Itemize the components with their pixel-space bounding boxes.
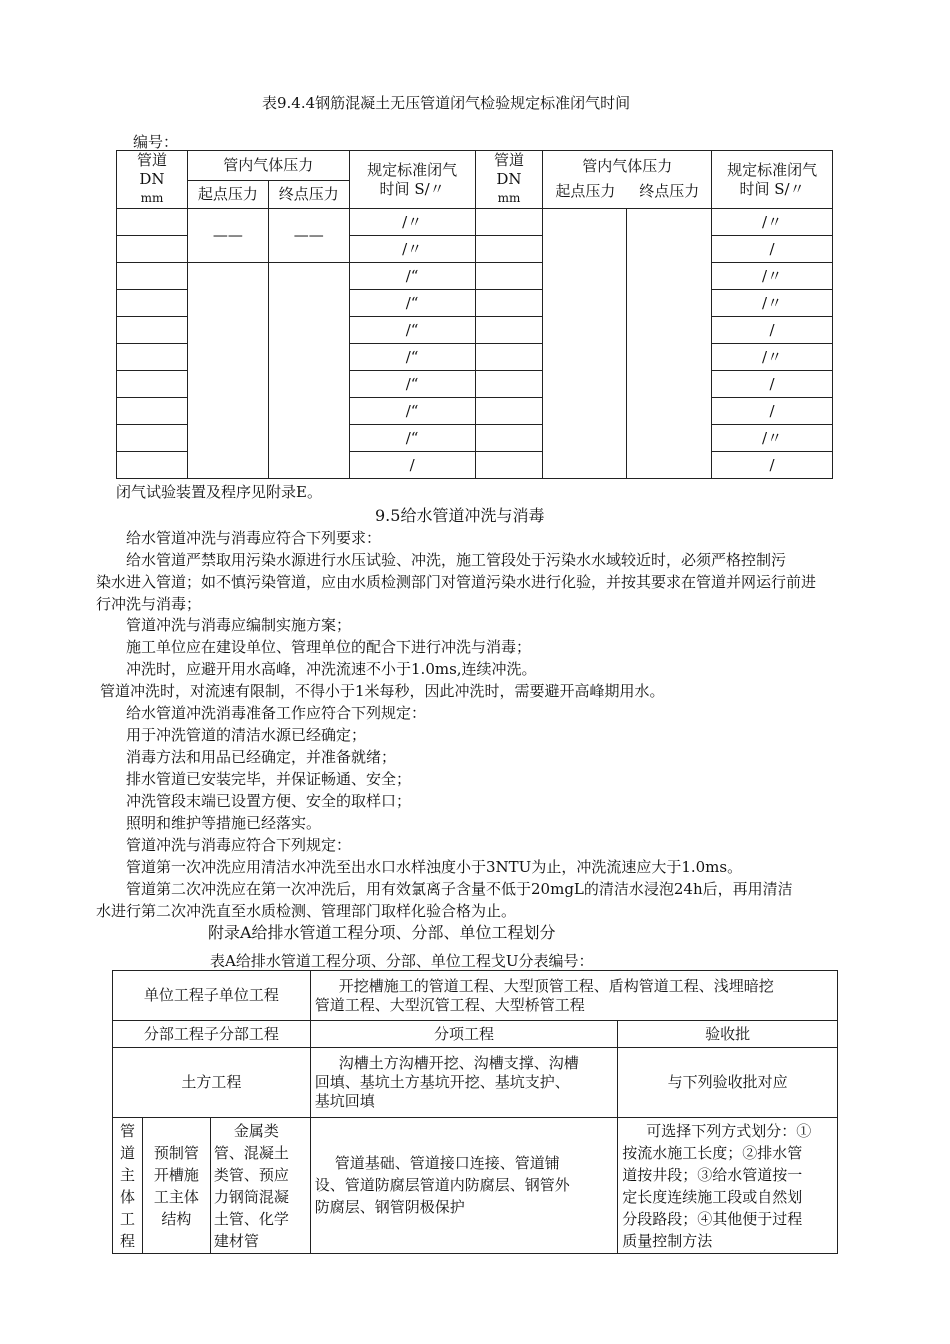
paragraph: 管道冲洗与消毒应符合下列规定： (126, 836, 352, 854)
division-table (112, 970, 838, 1254)
time-cell: / (712, 398, 833, 425)
earth-works-label: 土方工程 (113, 1048, 311, 1118)
time-cell: / (349, 452, 475, 479)
paragraph: 水进行第二次冲洗直至水质检测、管理部门取样化验合格为止。 (96, 902, 517, 920)
time-cell: /“ (349, 344, 475, 371)
main-batch: 可选择下列方式划分：① 按流水施工长度；②排水管 道按井段；③给水管道按一 定长度连续施工段或自然划 分段路段；④其他便于过程 质量控制方法 (618, 1118, 838, 1254)
time-cell: /“ (349, 263, 475, 290)
time-header-left: 规定标准闭气 时间 S/〃 (349, 151, 475, 209)
table-cell (475, 290, 543, 317)
paragraph: 消毒方法和用品已经确定，并准备就绪； (126, 748, 397, 766)
table-cell (117, 425, 188, 452)
time-cell: /“ (349, 425, 475, 452)
time-cell: /〃 (349, 209, 475, 236)
paragraph: 照明和维护等措施已经落实。 (126, 814, 322, 832)
serial-label: 编号： (133, 133, 179, 151)
table-cell (475, 344, 543, 371)
paragraph: 施工单位应在建设单位、管理单位的配合下进行冲洗与消毒； (126, 638, 532, 656)
main-items: 管道基础、管道接口连接、管道铺 设、管道防腐层管道内防腐层、钢管外 防腐层、钢管阴极保护 (310, 1118, 618, 1254)
table-cell (475, 398, 543, 425)
time-cell: /〃 (712, 290, 833, 317)
time-cell: /“ (349, 317, 475, 344)
material-label: 金属类 管、混凝土 类管、预应 力钢筒混凝 土管、化学 建材管 (210, 1118, 310, 1254)
paragraph: 管道冲洗与消毒应编制实施方案； (126, 616, 352, 634)
time-cell: / (712, 236, 833, 263)
time-cell: /〃 (712, 344, 833, 371)
time-cell: /〃 (712, 209, 833, 236)
table1-caption: 表9.4.4钢筋混凝土无压管道闭气检验规定标准闭气时间 (262, 94, 631, 112)
time-cell: / (712, 317, 833, 344)
earth-works-batch: 与下列验收批对应 (618, 1048, 838, 1118)
table-cell (627, 209, 712, 479)
pressure-header-right: 管内气体压力 起点压力 终点压力 (543, 151, 712, 209)
start-pressure-header-left: 起点压力 (187, 180, 268, 208)
start-pressure-header-right: 起点压力 (555, 182, 616, 200)
table-cell (117, 209, 188, 236)
time-cell: / (712, 371, 833, 398)
paragraph: 用于冲洗管道的清洁水源已经确定； (126, 726, 367, 744)
table2-caption: 表A给排水管道工程分项、分部、单位工程戈U分表编号： (210, 952, 594, 970)
unit-project-value: 开挖槽施工的管道工程、大型顶管工程、盾构管道工程、浅埋暗挖 管道工程、大型沉管工程、大型桥管工程 (310, 971, 837, 1021)
table-cell (117, 236, 188, 263)
table-cell (475, 371, 543, 398)
time-cell: /〃 (712, 263, 833, 290)
table-cell (117, 344, 188, 371)
table-cell (117, 317, 188, 344)
paragraph: 给水管道严禁取用污染水源进行水压试验、冲洗，施工管段处于污染水水域较近时，必须严格控制污 (126, 551, 787, 569)
table-cell (475, 317, 543, 344)
table-cell (117, 290, 188, 317)
paragraph: 行冲洗与消毒； (96, 595, 202, 613)
paragraph: 闭气试验装置及程序见附录E。 (116, 483, 322, 501)
table-cell (117, 452, 188, 479)
table-cell (187, 263, 268, 479)
end-pressure-header-left: 终点压力 (268, 180, 349, 208)
paragraph: 管道冲洗时，对流速有限制，不得小于1米每秒，因此冲洗时，需要避开高峰期用水。 (100, 682, 665, 700)
paragraph: 管道第一次冲洗应用清洁水冲洗至出水口水样浊度小于3NTU为止，冲洗流速应大于1.0ms。 (126, 858, 743, 876)
main-structure-label: 管 道 主 体 工 程 (113, 1118, 143, 1254)
time-cell: /“ (349, 398, 475, 425)
unit-project-label: 单位工程子单位工程 (113, 971, 311, 1021)
dash-cell: —— (187, 209, 268, 263)
table-cell (475, 236, 543, 263)
paragraph: 给水管道冲洗消毒准备工作应符合下列规定： (126, 704, 427, 722)
time-cell: /〃 (349, 236, 475, 263)
table-cell (475, 209, 543, 236)
paragraph: 管道第二次冲洗应在第一次冲洗后，用有效氯离子含量不低于20mgL的清洁水浸泡24h后，再用清洁 (126, 880, 793, 898)
appendix-title: 附录A给排水管道工程分项、分部、单位工程划分 (208, 923, 556, 942)
division-header: 分部工程子分部工程 (113, 1021, 311, 1048)
closed-gas-test-table (116, 150, 833, 479)
table-cell (117, 371, 188, 398)
paragraph: 冲洗管段末端已设置方便、安全的取样口； (126, 792, 412, 810)
table-cell (268, 263, 349, 479)
time-cell: /“ (349, 371, 475, 398)
table-cell (117, 398, 188, 425)
table-cell (475, 452, 543, 479)
pressure-header-left: 管内气体压力 (187, 151, 349, 181)
dn-header-right: 管道 DN mm (475, 151, 543, 209)
dn-header-left: 管道 DN mm (117, 151, 188, 209)
table-cell (543, 209, 627, 479)
paragraph: 排水管道已安装完毕，并保证畅通、安全； (126, 770, 412, 788)
batch-header: 验收批 (618, 1021, 838, 1048)
time-cell: /〃 (712, 425, 833, 452)
time-cell: /“ (349, 290, 475, 317)
paragraph: 染水进入管道；如不慎污染管道，应由水质检测部门对管道污染水进行化验，并按其要求在管道并网运行前进 (96, 573, 817, 591)
end-pressure-header-right: 终点压力 (639, 182, 700, 200)
table-cell (117, 263, 188, 290)
paragraph: 给水管道冲洗与消毒应符合下列要求： (126, 529, 382, 547)
table-cell (475, 425, 543, 452)
section-heading: 9.5给水管道冲洗与消毒 (375, 506, 545, 525)
prefab-label: 预制管 开槽施 工主体 结构 (142, 1118, 210, 1254)
dash-cell: —— (268, 209, 349, 263)
paragraph: 冲洗时，应避开用水高峰，冲洗流速不小于1.0ms,连续冲洗。 (126, 660, 537, 678)
table-cell (475, 263, 543, 290)
item-header: 分项工程 (310, 1021, 618, 1048)
earth-works-items: 沟槽土方沟槽开挖、沟槽支撑、沟槽 回填、基坑土方基坑开挖、基坑支护、 基坑回填 (310, 1048, 618, 1118)
time-cell: / (712, 452, 833, 479)
time-header-right: 规定标准闭气 时间 S/〃 (712, 151, 833, 209)
